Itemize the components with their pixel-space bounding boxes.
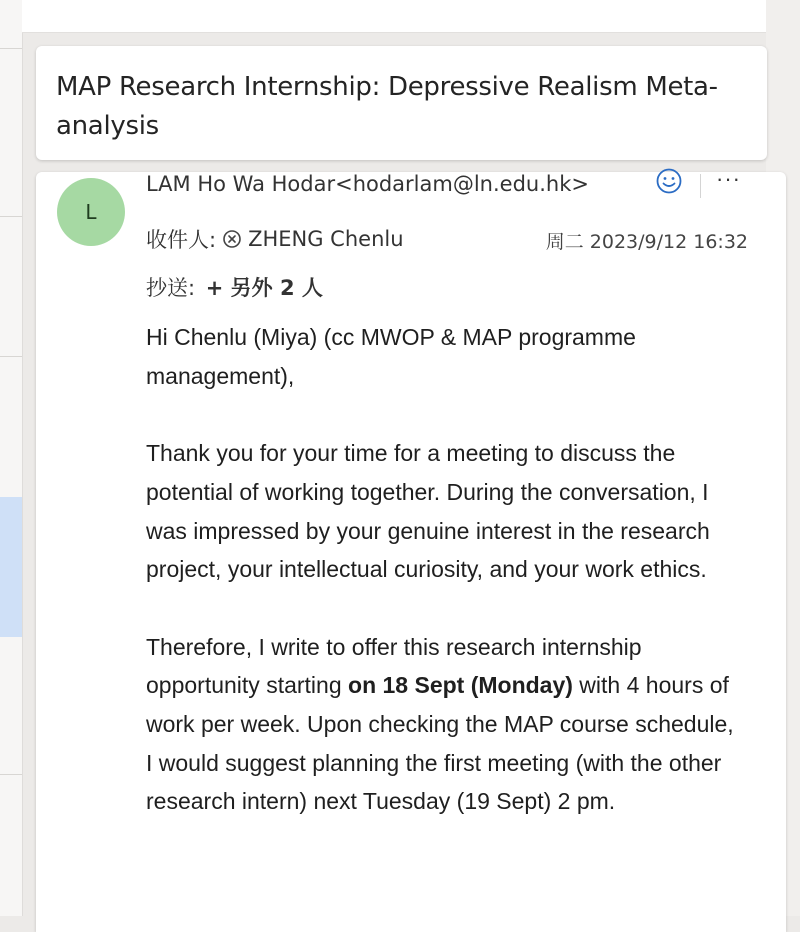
top-toolbar [22,0,766,33]
list-divider [0,356,22,357]
body-paragraph-2 [146,628,746,822]
sender-name[interactable]: LAM Ho Wa Hodar<hodarlam@ln.edu.hk> [146,172,589,196]
cc-more-recipients[interactable]: + 另外 2 人 [205,276,323,300]
to-recipient[interactable]: ZHENG Chenlu [248,227,404,251]
body-paragraph-1: Thank you for your time for a meeting to discuss the potential of working together. During the conversation, I was impressed by your genuine interest in the research project, your intellectual curiosity, and your work ethics. [146,440,710,583]
more-horizontal-icon: ··· [716,166,741,191]
more-options-button[interactable] [716,166,741,192]
message-card [36,166,786,932]
to-label: 收件人: [146,228,217,252]
toolbar-divider [700,174,701,198]
message-list-pane [0,0,23,916]
avatar[interactable]: L [57,178,125,246]
sent-date: 周二 2023/9/12 16:32 [545,231,748,253]
list-item-selected[interactable] [0,497,22,637]
cc-label: 抄送: [146,276,196,300]
list-divider [0,216,22,217]
list-divider [0,774,22,775]
list-divider [0,48,22,49]
email-subject: MAP Research Internship: Depressive Realism Meta-analysis [56,72,718,141]
cc-row [146,272,323,302]
subject-card [36,46,767,160]
reaction-button[interactable] [654,168,684,198]
para2-end: with 4 hours of work per week. Upon checking the MAP course schedule, I would suggest planning the first meeting (with the other research intern) next Tuesday (19 Sept) 2 pm. [146,672,734,815]
email-body [146,318,746,860]
body-greeting: Hi Chenlu (Miya) (cc MWOP & MAP programme management), [146,324,636,389]
circle-x-icon[interactable] [222,229,242,249]
to-row [146,224,404,254]
para2-start: Therefore, I write to offer this research internship opportunity starting [146,633,642,699]
start-date-bold: on 18 Sept (Monday) [348,672,573,699]
smile-icon [655,167,683,200]
